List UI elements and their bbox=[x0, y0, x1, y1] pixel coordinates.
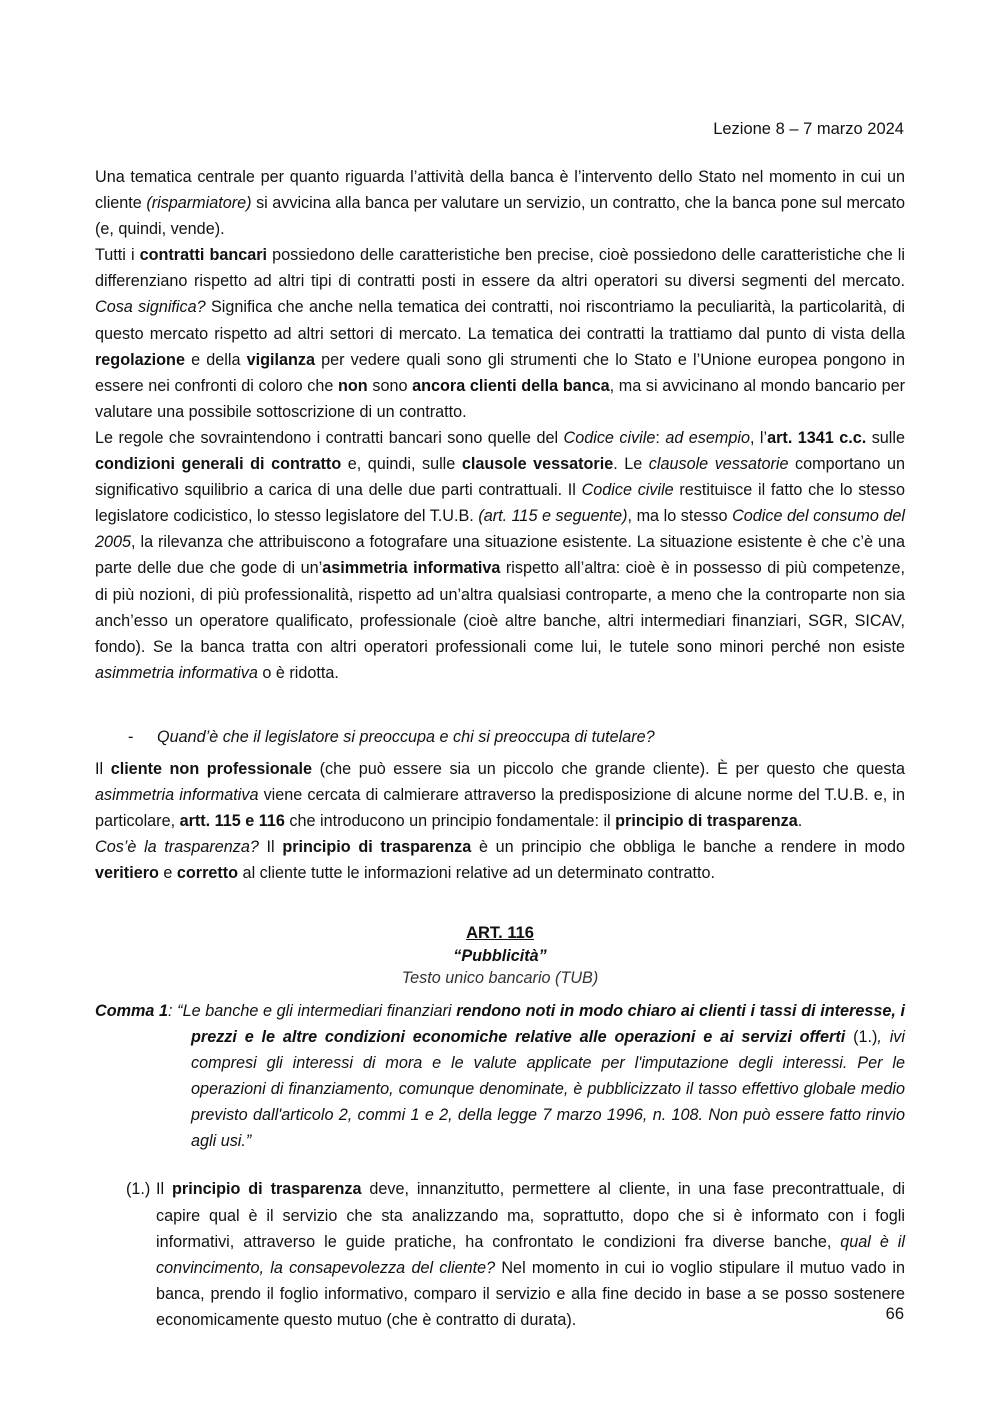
text-run: , la rilevanza che attribuiscono a fotografare una situazione esistente. La situazione esistente è che c’è una parte delle due che gode di un’ bbox=[95, 533, 905, 578]
text-run: e, quindi, sulle bbox=[341, 455, 462, 474]
article-source: Testo unico bancario (TUB) bbox=[401, 969, 599, 988]
text-run: viene cercata di calmierare attraverso la predisposizione di alcune norme del T.U.B. e, in particolare, bbox=[95, 785, 905, 831]
question-text: Quand’è che il legislatore si preoccupa e chi si preoccupa di tutelare? bbox=[157, 727, 655, 746]
article-heading bbox=[95, 922, 905, 990]
text-run: : “Le banche e gli intermediari finanziari bbox=[168, 1001, 457, 1020]
paragraph-transparency bbox=[95, 834, 905, 886]
paragraph-rules bbox=[95, 425, 905, 686]
bold-run: rendono noti in modo chiaro ai clienti i tassi di interesse, i prezzi e le altre condizioni economiche relative alle operazioni e ai servizi offerti bbox=[191, 1001, 905, 1046]
text-run: per vedere quali sono gli strumenti che lo Stato e l’Unione europea pongono in essere nei confronti di coloro che bbox=[95, 350, 906, 395]
bold-run: art. 1341 c.c. bbox=[767, 428, 867, 447]
text-run: Il bbox=[95, 759, 111, 778]
italic-run: (art. 115 e seguente) bbox=[478, 507, 628, 526]
footnote-number: (1.) bbox=[126, 1180, 151, 1199]
bold-run: non bbox=[338, 376, 368, 395]
text-run: Il bbox=[258, 838, 283, 857]
bold-run: condizioni generali di contratto bbox=[95, 455, 342, 474]
italic-run: Cosa significa? bbox=[95, 298, 206, 317]
text-run: è un principio che obbliga le banche a rendere in modo bbox=[471, 838, 906, 857]
bold-run: corretto bbox=[176, 864, 239, 883]
text-run: , ma lo stesso bbox=[627, 507, 733, 526]
text-run: comportano un significativo squilibrio a carica di una delle due parti contrattuali. Il bbox=[95, 455, 906, 500]
italic-run: Codice del consumo del 2005 bbox=[95, 507, 905, 552]
text-run: Una tematica centrale per quanto riguarda l’attività della banca è l’intervento dello Stato nel momento in cui un cliente bbox=[95, 168, 905, 213]
body-text bbox=[95, 164, 905, 1333]
text-run: . Le bbox=[613, 455, 649, 474]
text-run: , ivi compresi gli interessi di mora e le valute applicate per l'imputazione degli interessi. Per le operazioni di finanziamento, comunque denominate, è pubblicizzato il tasso effettivo globale medio previsto dall'articolo 2, commi 1 e 2, della legge 7 marzo 1996, n. 108. Non può essere fatto rinvio agli usi.” bbox=[191, 1027, 905, 1151]
text-run: Significa che anche nella tematica dei contratti, noi riscontriamo la peculiarità, la particolarità, di questo mercato rispetto ad altri settori di mercato. La tematica dei contratti la trattiamo dal punto di vista della bbox=[95, 298, 905, 343]
italic-run: asimmetria informativa bbox=[95, 663, 258, 682]
text-run: sulle bbox=[866, 428, 905, 447]
paragraph-contracts bbox=[95, 242, 905, 425]
text-run: , l’ bbox=[749, 428, 768, 447]
bold-run: principio di trasparenza bbox=[615, 812, 798, 831]
italic-run: clausole vessatorie bbox=[648, 455, 789, 474]
dash-bullet: - bbox=[128, 727, 134, 746]
italic-run: Codice civile bbox=[563, 428, 656, 447]
italic-run: (risparmiatore) bbox=[146, 194, 252, 213]
text-run: al cliente tutte le informazioni relative ad un determinato contratto. bbox=[238, 864, 715, 883]
bold-run: contratti bancari bbox=[139, 246, 268, 265]
italic-run: qual è il convincimento, la consapevolezza del cliente? bbox=[156, 1232, 905, 1277]
text-run: (che può essere sia un piccolo che grande cliente). È per questo che questa bbox=[312, 759, 905, 778]
text-run: sono bbox=[367, 376, 413, 395]
bold-run: principio di trasparenza bbox=[172, 1180, 362, 1199]
bold-run: principio di trasparenza bbox=[282, 838, 472, 857]
text-run: Tutti i bbox=[95, 246, 140, 265]
text-run: Le regole che sovraintendono i contratti bancari sono quelle del bbox=[95, 428, 564, 447]
bold-run: clausole vessatorie bbox=[461, 455, 614, 474]
article-subtitle: “Pubblicità” bbox=[453, 946, 547, 965]
comma-1-quote bbox=[95, 998, 905, 1155]
paragraph-client bbox=[95, 756, 905, 834]
italic-run: Codice civile bbox=[581, 481, 674, 500]
footnote-ref: (1.) bbox=[845, 1027, 878, 1046]
text-run: rispetto all’altra: cioè è in possesso di più competenze, di più nozioni, di più professionalità, rispetto ad un’altra qualsiasi controparte, a meno che la controparte non sia anch’esso un operatore qualificato, professionale (cioè altre banche, altri intermediari finanziari, SGR, SICAV, fondo). Se la banca tratta con altri operatori professionali come lui, le tutele sono minori perché non esiste bbox=[95, 559, 906, 656]
text-run: si avvicina alla banca per valutare un servizio, un contratto, che la banca pone sul mercato (e, quindi, vende). bbox=[95, 194, 906, 239]
text-run: deve, innanzitutto, permettere al cliente, in una fase precontrattuale, di capire qual è il servizio che sta analizzando ma, soprattutto, dopo che si è informato con i fogli informativi, attraverso le guide pratiche, ha confrontato le condizioni fra diverse banche, bbox=[156, 1180, 905, 1251]
text-run: . bbox=[797, 812, 803, 831]
text-run: , ma si avvicinano al mondo bancario per valutare una possibile sottoscrizione di un contratto. bbox=[95, 376, 905, 421]
text-run: Il bbox=[156, 1180, 173, 1199]
text-run: che introducono un principio fondamentale: il bbox=[284, 812, 616, 831]
bold-run: regolazione bbox=[95, 350, 185, 369]
bold-run: vigilanza bbox=[246, 350, 315, 369]
article-title: ART. 116 bbox=[466, 924, 534, 943]
page-number: 66 bbox=[885, 1305, 904, 1323]
question-bullet bbox=[95, 724, 905, 750]
comma-label: Comma 1 bbox=[95, 1001, 169, 1020]
text-run: Nel momento in cui io voglio stipulare il mutuo vado in banca, prendo il foglio informativo, comparo il servizio e alla fine decido in base a se posso sostenere economicamente questo mutuo (che è contratto di durata). bbox=[156, 1258, 906, 1329]
bold-run: artt. 115 e 116 bbox=[179, 812, 285, 831]
text-run: e della bbox=[184, 350, 247, 369]
text-run: restituisce il fatto che lo stesso legislatore codicistico, lo stesso legislatore del T.U.B. bbox=[95, 481, 905, 526]
lecture-header: Lezione 8 – 7 marzo 2024 bbox=[713, 120, 904, 138]
text-run: possiedono delle caratteristiche ben precise, cioè possiedono delle caratteristiche che li differenziano rispetto ad altri tipi di contratti posti in essere da altri operatori su diversi segmenti del mercato. bbox=[95, 246, 905, 291]
text-run: o è ridotta. bbox=[257, 663, 339, 682]
italic-run: ad esempio bbox=[665, 428, 750, 447]
italic-run: Cos’è la trasparenza? bbox=[95, 838, 259, 857]
bold-run: ancora clienti della banca bbox=[412, 376, 610, 395]
text-run: : bbox=[655, 428, 666, 447]
bold-run: veritiero bbox=[95, 864, 159, 883]
italic-run: asimmetria informativa bbox=[95, 785, 259, 804]
text-run: e bbox=[158, 864, 177, 883]
bold-run: cliente non professionale bbox=[110, 759, 313, 778]
footnote-1 bbox=[95, 1176, 905, 1333]
bold-run: asimmetria informativa bbox=[322, 559, 501, 578]
paragraph-intro bbox=[95, 164, 905, 242]
